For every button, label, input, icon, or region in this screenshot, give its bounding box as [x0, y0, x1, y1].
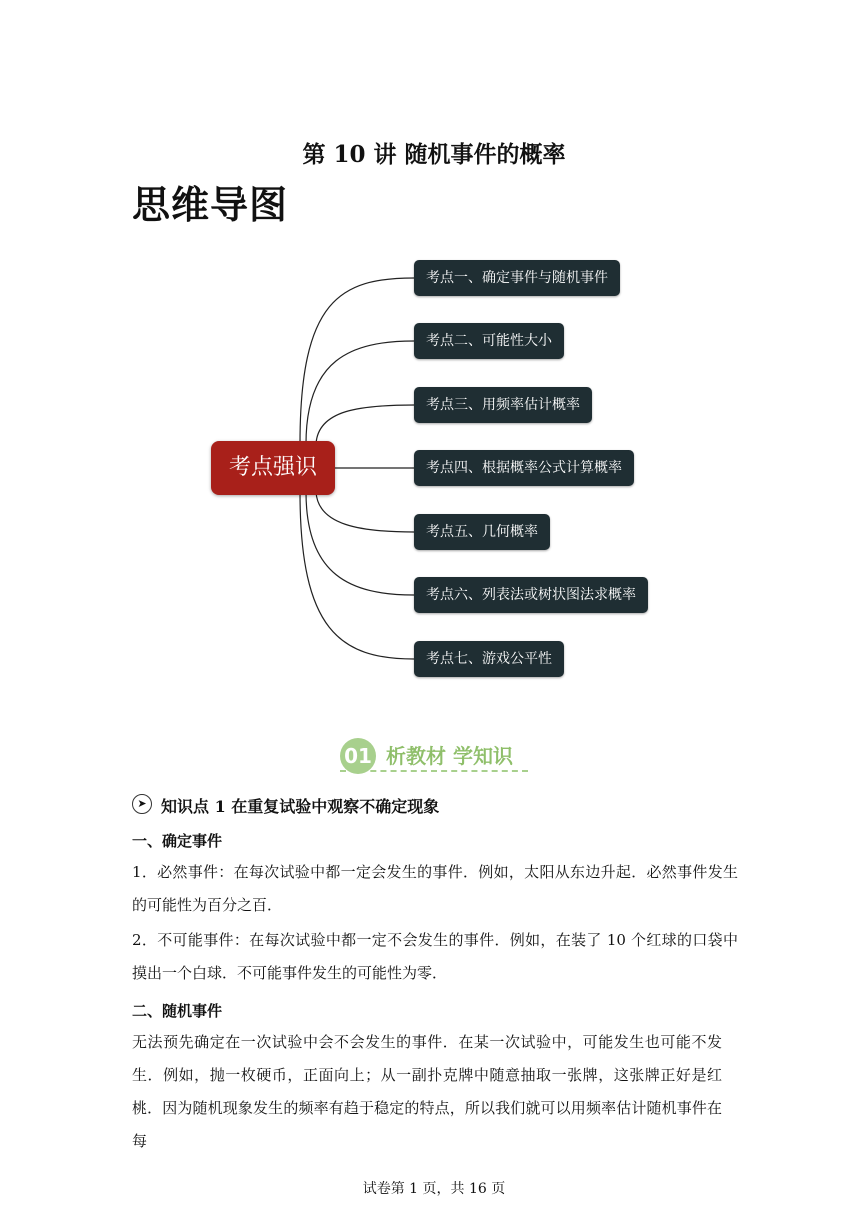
mindmap-branch-3: 考点三、用频率估计概率 [414, 387, 592, 423]
connector-5 [316, 492, 414, 532]
connector-6 [306, 492, 414, 595]
heading-determined-events: 一、确定事件 [132, 832, 223, 850]
connector-3 [316, 405, 414, 444]
mindmap-branch-7: 考点七、游戏公平性 [414, 641, 564, 677]
connector-2 [306, 341, 414, 444]
knowledge-point-title: 知识点 1 在重复试验中观察不确定现象 [161, 797, 440, 816]
paragraph-impossible-event: 2．不可能事件：在每次试验中都一定不会发生的事件．例如，在装了 10 个红球的口袋中摸出一个白球．不可能事件发生的可能性为零． [132, 931, 738, 982]
connector-7 [300, 492, 414, 659]
section-underline [340, 770, 528, 772]
mindmap-branch-2: 考点二、可能性大小 [414, 323, 564, 359]
mindmap-branch-1: 考点一、确定事件与随机事件 [414, 260, 620, 296]
mindmap-branch-6: 考点六、列表法或树状图法求概率 [414, 577, 648, 613]
page-footer: 试卷第 1 页，共 16 页 [362, 1181, 506, 1197]
page-title: 第 10 讲 随机事件的概率 [302, 141, 566, 168]
mindmap-branch-4: 考点四、根据概率公式计算概率 [414, 450, 634, 486]
section-title: 析教材 学知识 [386, 744, 513, 768]
mindmap-branch-5: 考点五、几何概率 [414, 514, 550, 550]
paragraph-certain-event: 1．必然事件：在每次试验中都一定会发生的事件．例如，太阳从东边升起．必然事件发生的可能性为百分之百． [132, 863, 738, 914]
mindmap-center-node: 考点强识 [211, 441, 335, 495]
arrow-circle-icon: ➤ [132, 794, 152, 814]
paragraph-random-event: 无法预先确定在一次试验中会不会发生的事件．在某一次试验中，可能发生也可能不发生．例如，抛一枚硬币，正面向上；从一副扑克牌中随意抽取一张牌，这张牌正好是红桃．因为随机现象发生的频率有趋于稳定的特点，所以我们就可以用频率估计随机事件在每 [132, 1033, 722, 1150]
section-number-badge: 01 [340, 738, 376, 774]
mindmap-heading: 思维导图 [132, 183, 289, 227]
connector-1 [300, 278, 414, 444]
heading-random-events: 二、随机事件 [132, 1002, 223, 1020]
